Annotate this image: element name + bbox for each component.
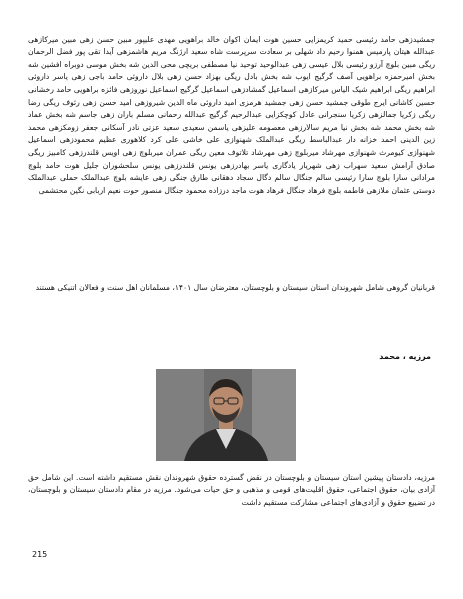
victims-caption: قربانیان گروهی شامل شهروندان استان سیستان و بلوچستان، معترضان سال ۱۴۰۱، مسلمانان اهل سنت و فعالان اتنیکی هستند — [35, 282, 435, 292]
portrait-photo — [156, 369, 296, 461]
person-heading: مرزیه ، محمد — [379, 352, 431, 361]
bio-paragraph: مرزیه، دادستان پیشین استان سیستان و بلوچستان در نقض گسترده حقوق شهروندان نقش مستقیم داشته است. این شامل حق آزادی بیان، حقوق اجتماعی، حقوق اقلیت‌های قومی و مذهبی و حق حیات می‌شود. مرزیه در مقام دادستان سیستان و بلوچستان، در تضییع حقوق و آزادی‌های اجتماعی مشارکت مستقیم داشت — [28, 472, 435, 507]
names-paragraph: جمشیدزهی حامد رئیسی حمید کریمزایی حسین هوت ایمان اکوان خالد براهویی مهدی علیپور مبین حسن زهی مبین میرکازهی عبدالله هیتان پارمیس همنوا رحیم داد شهلی بر سعادت سرپرست شاه سعید ارژنگ مریم هاشمزهی آیدا تقی پور فضل الرحمان ریگی مبین بلوچ آرزو رئیسی بلال عیسی زهی عبدالوحید توحید نیا مصطفی بریچی محی الدین شه بخش موسی دوبراه افشین شه بخش امیرحمزه براهویی آصف گرگیج ایوب شه بخش بادل ریگی بهزاد حسن زهی بلال داروئی حامد باجی زهی یاسر داروئی ابراهیم ریگی ابراهیم شیک الیاس میرکازهی اسماعیل گمشادزهی اسماعیل گرگیج اسماعیل نوروزهی فائزه براهویی حامد رخشانی حسین کاشانی ایرج طوقی جمشید حسن زهی جمشید هرمزی امید داروئی ماه الدین شیروزهی امید حسن زهی رئوف ریگی رضا ریگی زکریا جمالزهی زکریا سنجرانی عادل کوچکزایی عبدالرحیم گرگیج عبدالله رحمانی مسلم باران زهی جاسم شه بخش عماد شه بخش محمد شه بخش نیا مریم سالارزهی معصومه علیزهی یاسمن سعیدی سعید عزتی نادر آسکانی جعفر زومکزهی محمد زین الدینی احمد خزانه دار عبدالباسط ریگی عبدالملک شهنوازی علی خاشی علی کرد کلاهوری عظیم محمودزهی اسماعیل شهنوازی کیومرث شهنوازی مهرشاد میربلوچ زهی مهرشاد تلاتوف معین ریگی عمران میربلوچ زهی اویس قلندرزهی کامبیز ریگی صادق آرامش سعید سهراب زهی شهریار یادگاری یاسر بهادرزهی یونس قلندرزهی یونس سلحشوران جلیل هوت حامد بلوچ مرادانی سارا بلوچ سارا رئیسی سالم جنگال سالم دگال سجاد دهقانی طارق جنگی زهی عایشه بلوچ عبدالملک حملی عبدالملک دوستی عثمان ملازهی فاطمه بلوچ فرهاد جنگال فرهاد هوت ماجد درزاده محمود جنگال منصور حوت نعیم اربابی نگین محتشمی — [28, 34, 435, 195]
page-number: 215 — [32, 550, 48, 559]
